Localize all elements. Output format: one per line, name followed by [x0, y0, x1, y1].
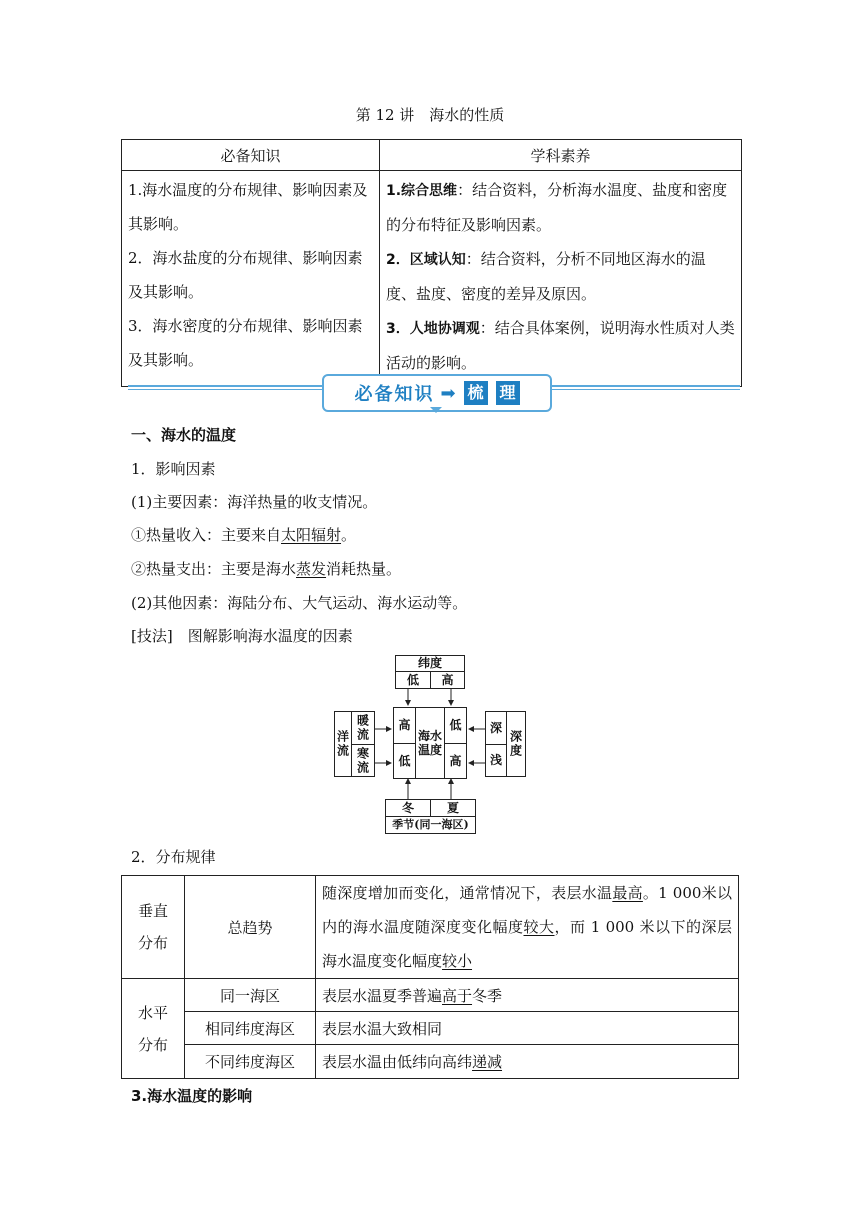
banner-char: 梳: [464, 381, 488, 405]
row-label: 相同纬度海区: [185, 1012, 316, 1045]
knowledge-cell: [122, 171, 380, 387]
horizontal-distribution-label: 水平分布: [122, 979, 185, 1079]
cold-current: 寒流: [351, 744, 375, 777]
banner-text: 必备知识: [354, 384, 435, 405]
vertical-distribution-label: 垂直分布: [122, 876, 185, 979]
knowledge-item: 1.海水温度的分布规律、影响因素及其影响。: [128, 181, 368, 233]
literacy-item: 3．人地协调观：结合具体案例，说明海水性质对人类活动的影响。: [386, 319, 735, 372]
row-label: 同一海区: [185, 979, 316, 1012]
paragraph: (2)其他因素：海陆分布、大气运动、海水运动等。: [131, 594, 468, 612]
depth-shallow: 浅: [485, 744, 507, 777]
trend-label: 总趋势: [185, 876, 316, 979]
arrow-right-icon: ➡: [440, 382, 456, 404]
subheading: 1．影响因素: [131, 460, 216, 478]
banner-char: 理: [496, 381, 520, 405]
objectives-table: [121, 139, 742, 387]
row-desc: 表层水温由低纬向高纬递减: [316, 1045, 739, 1079]
header-knowledge: 必备知识: [122, 140, 380, 171]
row-label: 不同纬度海区: [185, 1045, 316, 1079]
depth-deep: 深: [485, 711, 507, 745]
center-high-left: 高: [393, 707, 416, 744]
literacy-cell: [380, 171, 742, 387]
latitude-high: 高: [430, 671, 465, 689]
center-low-left: 低: [393, 743, 416, 779]
distribution-table: [121, 875, 739, 1079]
trend-desc: 随深度增加而变化，通常情况下，表层水温最高。1 000米以内的海水温度随深度变化幅度较大，而 1 000 米以下的深层海水温度变化幅度较小: [316, 876, 739, 979]
literacy-item: 1.综合思维：结合资料，分析海水温度、盐度和密度的分布特征及影响因素。: [386, 181, 728, 234]
warm-current: 暖流: [351, 711, 375, 745]
paragraph: ①热量收入：主要来自太阳辐射。: [131, 526, 357, 544]
subheading: 2．分布规律: [131, 848, 216, 866]
season-label: 季节(同一海区): [385, 816, 476, 834]
paragraph: (1)主要因素：海洋热量的收支情况。: [131, 493, 378, 511]
depth-label: 深度: [506, 711, 526, 777]
sea-temperature-center: 海水温度: [415, 707, 445, 779]
header-literacy: 学科素养: [380, 140, 742, 171]
row-desc: 表层水温大致相同: [316, 1012, 739, 1045]
paragraph: ②热量支出：主要是海水蒸发消耗热量。: [131, 560, 402, 578]
page-title: 第 12 讲 海水的性质: [355, 106, 505, 124]
knowledge-item: 2．海水盐度的分布规律、影响因素及其影响。: [128, 249, 363, 301]
current-label: 洋流: [334, 711, 352, 777]
center-high-right: 高: [444, 743, 467, 779]
row-desc: 表层水温夏季普遍高于冬季: [316, 979, 739, 1012]
knowledge-item: 3．海水密度的分布规律、影响因素及其影响。: [128, 317, 363, 369]
temperature-factor-diagram: [330, 655, 530, 835]
tip-line: [技法] 图解影响海水温度的因素: [131, 627, 353, 645]
section-heading: 一、海水的温度: [131, 426, 237, 444]
banner-pointer: [430, 407, 442, 413]
latitude-low: 低: [395, 671, 431, 689]
center-low-right: 低: [444, 707, 467, 744]
latitude-label: 纬度: [395, 655, 465, 672]
season-winter: 冬: [385, 799, 431, 817]
season-summer: 夏: [430, 799, 476, 817]
literacy-item: 2．区域认知：结合资料，分析不同地区海水的温度、盐度、密度的差异及原因。: [386, 250, 706, 303]
section-heading: 3.海水温度的影响: [131, 1087, 253, 1105]
